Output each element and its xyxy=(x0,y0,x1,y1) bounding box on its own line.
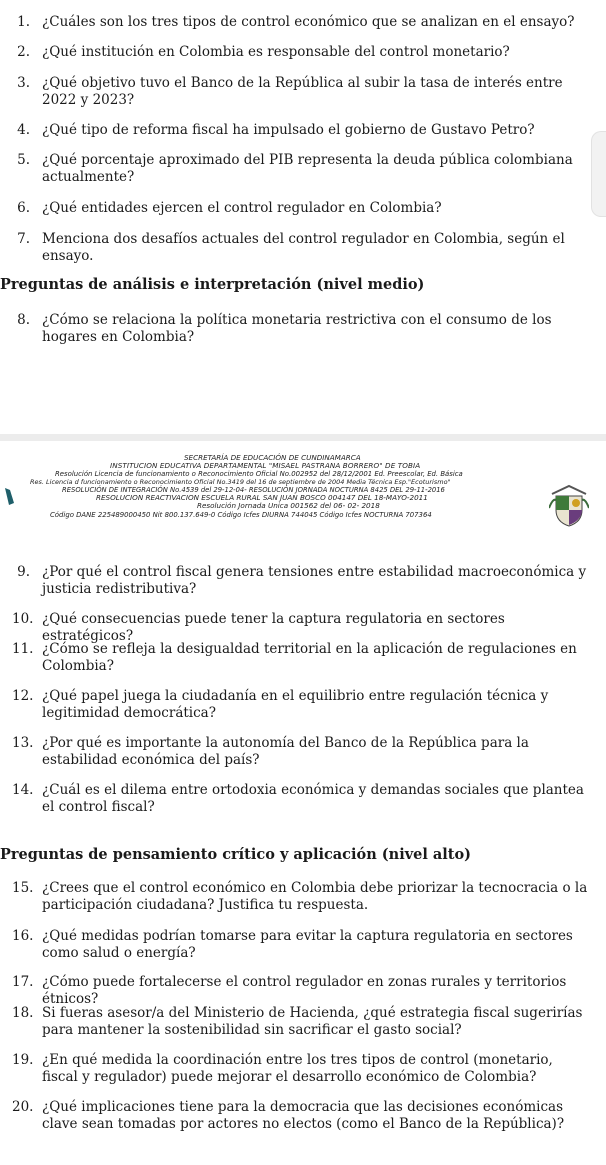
question-number: 18. xyxy=(12,1005,34,1021)
question-text: ¿Cuáles son los tres tipos de control económico que se analizan en el ensayo? xyxy=(42,14,575,30)
letterhead-secretaria: SECRETARÍA DE EDUCACIÓN DE CUNDINAMARCA xyxy=(184,453,361,462)
question-number: 8. xyxy=(17,312,30,328)
question-number: 17. xyxy=(12,974,34,990)
question-text: ¿Cómo puede fortalecerse el control regulador en zonas rurales y territorios étnicos? xyxy=(42,974,567,1007)
question-16 xyxy=(12,928,592,962)
question-text: ¿Qué objetivo tuvo el Banco de la República al subir la tasa de interés entre 2022 y 2023? xyxy=(42,75,563,108)
question-number: 15. xyxy=(12,880,34,896)
left-emblem-icon xyxy=(4,487,16,507)
question-9 xyxy=(12,564,592,598)
school-crest-icon xyxy=(549,484,589,528)
question-number: 9. xyxy=(17,564,30,580)
question-text: ¿Qué implicaciones tiene para la democracia que las decisiones económicas clave sean tomadas por actores no electos (como el Banco de la República)? xyxy=(42,1099,565,1132)
question-number: 19. xyxy=(12,1052,34,1068)
question-number: 12. xyxy=(12,688,34,704)
section-heading-medium: Preguntas de análisis e interpretación (nivel medio) xyxy=(0,276,425,293)
question-number: 16. xyxy=(12,928,34,944)
question-text: ¿Qué institución en Colombia es responsable del control monetario? xyxy=(42,44,510,60)
question-text: ¿Qué porcentaje aproximado del PIB representa la deuda pública colombiana actualmente? xyxy=(42,152,573,185)
question-number: 2. xyxy=(17,44,30,60)
question-17 xyxy=(12,974,592,1008)
question-2 xyxy=(12,44,592,61)
question-number: 7. xyxy=(17,231,30,247)
question-text: ¿Crees que el control económico en Colombia debe priorizar la tecnocracia o la participación ciudadana? Justifica tu respuesta. xyxy=(42,880,588,913)
question-text: ¿Por qué es importante la autonomía del Banco de la República para la estabilidad económica del país? xyxy=(42,735,529,768)
letterhead-resolution-2: Res. Licencia d funcionamiento o Reconocimiento Oficial No.3419 del 16 de septiembre de 2004 Media Técnica Esp."Ecoturismo" xyxy=(30,478,451,486)
question-7 xyxy=(12,231,592,265)
question-number: 11. xyxy=(12,641,34,657)
question-6 xyxy=(12,200,592,217)
question-number: 10. xyxy=(12,611,34,627)
question-text: Si fueras asesor/a del Ministerio de Hacienda, ¿qué estrategia fiscal sugerirías para mantener la sostenibilidad sin sacrificar el gasto social? xyxy=(42,1005,583,1038)
question-13 xyxy=(12,735,592,769)
side-panel-handle[interactable] xyxy=(591,131,606,217)
question-text: ¿Cómo se refleja la desigualdad territorial en la aplicación de regulaciones en Colombia? xyxy=(42,641,577,674)
letterhead-institution: INSTITUCION EDUCATIVA DEPARTAMENTAL "MISAEL PASTRANA BORRERO" DE TOBIA xyxy=(110,461,421,470)
question-number: 4. xyxy=(17,122,30,138)
question-text: ¿Por qué el control fiscal genera tensiones entre estabilidad macroeconómica y justicia redistributiva? xyxy=(42,564,587,597)
question-11 xyxy=(12,641,592,675)
letterhead-resolution-5: Resolución Jornada Unica 001562 del 06- 02- 2018 xyxy=(197,501,380,510)
question-1 xyxy=(12,14,592,31)
section-heading-high: Preguntas de pensamiento crítico y aplicación (nivel alto) xyxy=(0,846,472,863)
question-20 xyxy=(12,1099,592,1133)
question-number: 20. xyxy=(12,1099,34,1115)
question-number: 3. xyxy=(17,75,30,91)
question-number: 14. xyxy=(12,782,34,798)
question-19 xyxy=(12,1052,592,1086)
question-text: ¿Qué tipo de reforma fiscal ha impulsado el gobierno de Gustavo Petro? xyxy=(42,122,535,138)
question-number: 1. xyxy=(17,14,30,30)
question-5 xyxy=(12,152,592,186)
page-divider xyxy=(0,434,606,441)
question-number: 5. xyxy=(17,152,30,168)
question-18 xyxy=(12,1005,592,1039)
question-text: ¿Qué medidas podrían tomarse para evitar la captura regulatoria en sectores como salud o energía? xyxy=(42,928,573,961)
question-12 xyxy=(12,688,592,722)
question-text: ¿En qué medida la coordinación entre los tres tipos de control (monetario, fiscal y regulador) puede mejorar el desarrollo económico de Colombia? xyxy=(42,1052,553,1085)
question-text: ¿Qué entidades ejercen el control regulador en Colombia? xyxy=(42,200,442,216)
letterhead-codes: Código DANE 225489000450 Nit 800.137.649-0 Código Icfes DIURNA 744045 Código Icfes NOCTURNA 707364 xyxy=(50,511,432,519)
question-text: ¿Cómo se relaciona la política monetaria restrictiva con el consumo de los hogares en Colombia? xyxy=(42,312,552,345)
question-number: 13. xyxy=(12,735,34,751)
question-number: 6. xyxy=(17,200,30,216)
question-text: ¿Qué consecuencias puede tener la captura regulatoria en sectores estratégicos? xyxy=(42,611,505,644)
question-text: ¿Qué papel juega la ciudadanía en el equilibrio entre regulación técnica y legitimidad democrática? xyxy=(42,688,549,721)
question-4 xyxy=(12,122,592,139)
question-8 xyxy=(12,312,592,346)
question-text: Menciona dos desafíos actuales del control regulador en Colombia, según el ensayo. xyxy=(42,231,565,264)
question-15 xyxy=(12,880,592,914)
question-10 xyxy=(12,611,592,645)
question-text: ¿Cuál es el dilema entre ortodoxia económica y demandas sociales que plantea el control fiscal? xyxy=(42,782,584,815)
question-3 xyxy=(12,75,592,109)
question-14 xyxy=(12,782,592,816)
letterhead-resolution-1: Resolución Licencia de funcionamiento o Reconocimiento Oficial No.002952 del 28/12/2001 Ed. Preescolar, Ed. Básica xyxy=(55,470,463,478)
letterhead-resolution-3: RESOLUCIÓN DE INTEGRACIÓN No.4539 del 29-12-04- RESOLUCIÓN JORNADA NOCTURNA 8425 DEL 29-11-2016 xyxy=(62,486,445,494)
letterhead-resolution-4: RESOLUCION REACTIVACION ESCUELA RURAL SAN JUAN BOSCO 004147 DEL 18-MAYO-2011 xyxy=(96,493,428,502)
